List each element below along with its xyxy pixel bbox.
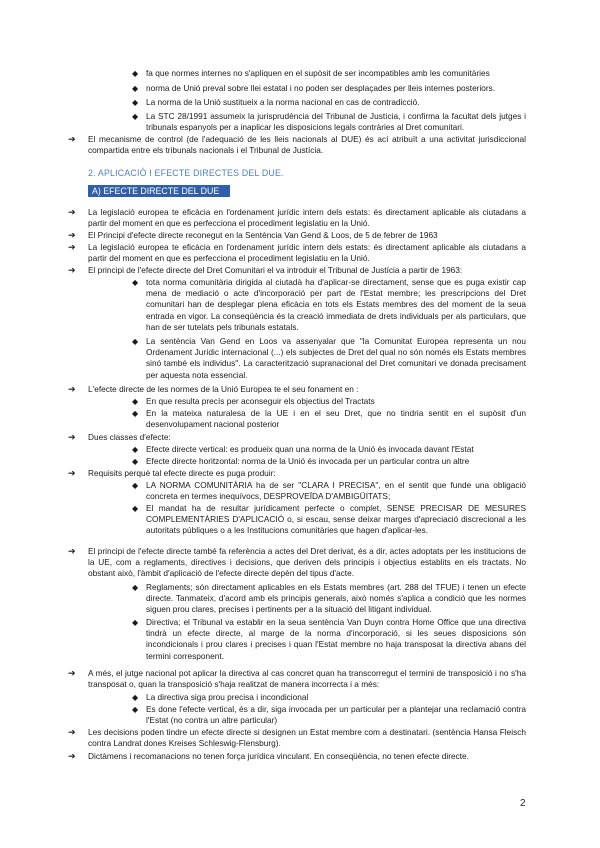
diamond-bullet-icon: ◆ [132,618,139,627]
list-item [132,277,526,333]
list-item [132,456,526,467]
arrow-bullet-icon: ➔ [68,668,76,678]
list-item-text: fa que normes internes no s'apliquen en el supòsit de ser incompatibles amb les comunitàries [146,68,490,78]
list-item-text: L'efecte directe de les normes de la Unió Europea te el seu fonament en : [88,384,359,394]
diamond-bullet-icon: ◆ [132,481,139,490]
diamond-bullet-icon: ◆ [132,457,139,466]
list-item-text: A més, el jutge nacional pot aplicar la directiva al cas concret quan ha transcorregut el termini de transposició i no s'ha transposat o, quan la transposició s'haja realitzat de manera incorrecta i a més: [88,668,526,690]
arrow-bullet-icon: ➔ [68,242,76,252]
list-item-text: La sentència Van Gend en Loos va assenyalar que "la Comunitat Europea representa un nou Ordenament Jurídic internacional (...) els subjectes de Dret del qual no són només els Estats membres sinó també els individus". La caracterització supranacional del Dret comunitari ve donada precisament per aquesta nota essencial. [146,336,526,380]
list-item [68,265,526,276]
diamond-bullet-icon: ◆ [132,98,139,107]
list-item-text: En que resulta precís per aconseguir els objectius del Tractats [146,396,375,406]
list-item [132,408,526,430]
diamond-bullet-icon: ◆ [132,397,139,406]
diamond-bullet-icon: ◆ [132,705,139,714]
list-item [68,432,526,443]
list-item [68,242,526,264]
diamond-bullet-icon: ◆ [132,583,139,592]
list-item-text: Dues classes d'efecte: [88,432,171,442]
list-item [132,704,526,726]
section-heading: 2. APLICACIÓ I EFECTE DIRECTES DEL DUE. [88,168,284,178]
list-item-text: La STC 28/1991 assumeix la jurisprudència del Tribunal de Justícia, i confirma la facultat dels jutges i tribunals espanyols per a inaplicar les disposicions legals contràries al Dret comunitari. [146,111,526,133]
list-item [132,336,526,381]
diamond-bullet-icon: ◆ [132,278,139,287]
list-item [68,727,526,749]
list-item [132,111,526,133]
list-item [132,396,526,407]
diamond-bullet-icon: ◆ [132,409,139,418]
list-item-text: Efecte directe horitzontal: norma de la Unió és invocada per un particular contra un altre [146,456,470,466]
arrow-bullet-icon: ➔ [68,468,76,478]
diamond-bullet-icon: ◆ [132,84,139,93]
list-item [68,207,526,229]
list-item-text: LA NORMA COMUNITÀRIA ha de ser "CLARA I PRECISA", en el sentit que funde una obligació concreta en termes inequívocs, DESPROVEÏDA D'AMBIGÜITATS; [146,480,526,502]
list-item [68,751,526,762]
list-item-text: El principi de l'efecte directe del Dret Comunitari el va introduir el Tribunal de Justícia a partir de 1963: [88,265,463,275]
arrow-bullet-icon: ➔ [68,384,76,394]
list-item [132,617,526,662]
list-item-text: Reglaments; són directament aplicables en els Estats membres (art. 288 del TFUE) i tenen un efecte directe. Tanmateix, d'acord amb els principis generals, això només s'aplica a condició que les normes siguen prou clares, precises i pertinents per a la situació del litigant individual. [146,582,526,615]
list-item-text: La norma de la Unió sustitueix a la norma nacional en cas de contradicció. [146,97,420,107]
list-item [68,546,526,580]
page-number: 2 [520,798,526,809]
list-item-text: norma de Unió preval sobre llei estatal i no poden ser desplaçades per lleis internes posteriors. [146,83,496,93]
list-item [132,480,526,502]
list-item [132,97,526,108]
diamond-bullet-icon: ◆ [132,112,139,121]
arrow-bullet-icon: ➔ [68,432,76,442]
list-item [132,503,526,537]
list-item-text: Directiva; el Tribunal va establir en la seua sentència Van Duyn contra Home Office que una directiva tindrà un efecte directe, al marge de la norma d'incorporació, si les seues disposicions són incondicionals i prou clares i precises i quan l'Estat membre no haja transposat la directiva abans del termini corresponent. [146,617,526,661]
list-item [132,83,526,94]
list-item-text: El principi de l'efecte directe també fa referència a actes del Dret derivat, és a dir, actes adoptats per les institucions de la UE, com a reglaments, directives i decisions, que deriven dels principis i objectius establits en els tractats. No obstant això, l'àmbit d'aplicació de l'efecte directe depèn del tipus d'acte. [88,546,526,579]
list-item [132,68,526,79]
arrow-bullet-icon: ➔ [68,207,76,217]
subsection-heading: A) EFECTE DIRECTE DEL DUE [88,185,230,197]
arrow-bullet-icon: ➔ [68,546,76,556]
diamond-bullet-icon: ◆ [132,693,139,702]
list-item [68,230,526,241]
list-item-text: El mecanisme de control (de l'adequació de les lleis nacionals al DUE) és ací atribuït a una activitat jurisdiccional compartida entre els tribunals nacionals i el Tribunal de Justícia. [88,134,526,156]
list-item [132,692,526,703]
list-item-text: Efecte directe vertical: es produeix quan una norma de la Unió és invocada davant l'Estat [146,444,474,454]
list-item [68,668,526,690]
list-item [68,134,526,156]
list-item-text: La legislació europea te eficàcia en l'ordenament jurídic intern dels estats: és directament aplicable als ciutadans a partir del moment en que es perfecciona el procediment legislatiu en la Unió. [88,242,526,264]
list-item [132,582,526,616]
list-item-text: La directiva siga prou precisa i incondicional [146,692,309,702]
diamond-bullet-icon: ◆ [132,337,139,346]
arrow-bullet-icon: ➔ [68,265,76,275]
list-item [132,444,526,455]
list-item [68,468,526,479]
list-item-text: La legislació europea te eficàcia en l'ordenament jurídic intern dels estats: és directament aplicable als ciutadans a partir del moment en que es perfecciona el procediment legislatiu en la Unió. [88,207,526,229]
list-item-text: Les decisions poden tindre un efecte directe si designen un Estat membre com a destinatari. (sentència Hansa Fleisch contra Landrat dones Kreises Schleswig-Flensburg). [88,727,526,749]
arrow-bullet-icon: ➔ [68,134,76,144]
list-item-text: Es done l'efecte vertical, és a dir, siga invocada per un particular per a plantejar una reclamació contra l'Estat (no contra un altre particular) [146,704,526,726]
list-item-text: El Principi d'efecte directe reconegut en la Sentència Van Gend & Loos, de 5 de febrer de 1963 [88,230,438,240]
arrow-bullet-icon: ➔ [68,727,76,737]
diamond-bullet-icon: ◆ [132,69,139,78]
arrow-bullet-icon: ➔ [68,751,76,761]
list-item-text: tota norma comunitària dirigida al ciutadà ha d'aplicar-se directament, sense que es puga existir cap mena de mediació o acte d'incorporació per part de l'Estat membre; les prescripcions del Dret comunitari han de desplegar plena eficàcia en tots els Estats membres des del moment de la seua entrada en vigor. La conseqüència és la creació immediata de drets individuals per als particulars, que han de ser tutelats pels tribunals estatals. [146,277,526,332]
diamond-bullet-icon: ◆ [132,504,139,513]
list-item-text: Requisits perquè tal efecte directe es puga produir: [88,468,276,478]
list-item-text: En la mateixa naturalesa de la UE i en el seu Dret, que no tindria sentit en el supòsit d'un desenvolupament nacional posterior [146,408,526,430]
list-item-text: Dictàmens i recomanacions no tenen força jurídica vinculant. En conseqüència, no tenen efecte directe. [88,751,469,761]
list-item [68,384,526,395]
list-item-text: El mandat ha de resultar jurídicament perfecte o complet, SENSE PRECISAR DE MESURES COMPLEMENTÀRIES D'APLICACIÓ o, si escau, sense deixar marges d'apreciació discrecional a les autoritats públiques o a les Institucions comunitàries que hagen d'aplicar-les. [146,503,526,536]
diamond-bullet-icon: ◆ [132,445,139,454]
arrow-bullet-icon: ➔ [68,230,76,240]
